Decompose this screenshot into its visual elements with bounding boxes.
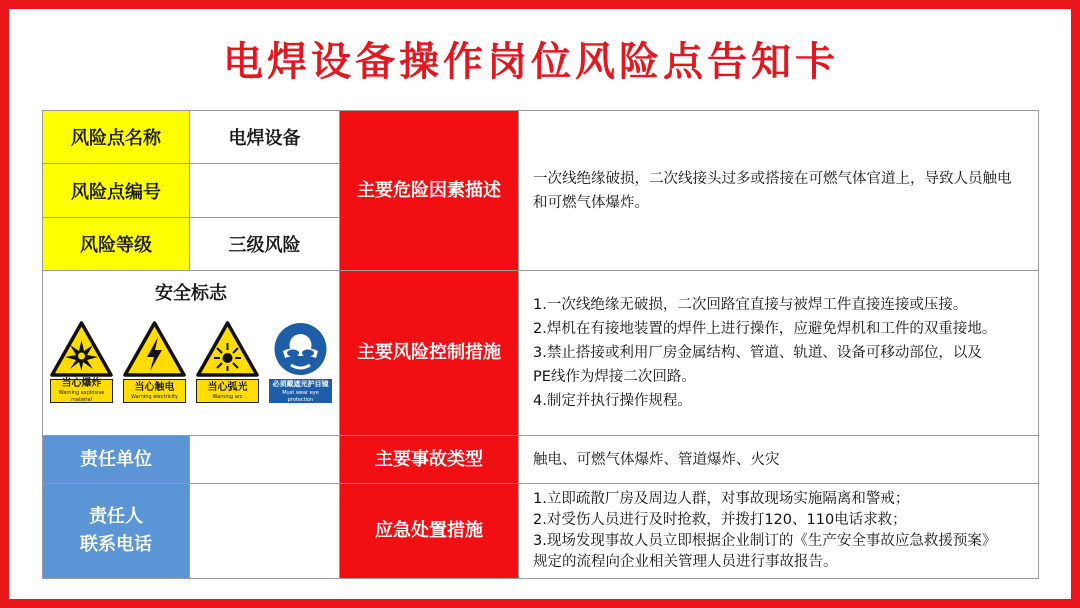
emergency-line-1: 1.立即疏散厂房及周边人群，对事故现场实施隔离和警戒； bbox=[533, 491, 910, 507]
explosion-warning-icon bbox=[50, 321, 113, 377]
responsible-person-label bbox=[42, 483, 190, 579]
responsible-person-label-line1: 责任人 bbox=[89, 506, 143, 527]
safety-signs-title: 安全标志 bbox=[155, 283, 227, 304]
emergency-line-3: 3.现场发现事故人员立即根据企业制订的《生产安全事故应急救援预案》 bbox=[533, 533, 997, 549]
emergency-line-4: 规定的流程向企业相关管理人员进行事故报告。 bbox=[533, 554, 838, 570]
risk-point-code-label: 风险点编号 bbox=[42, 163, 190, 218]
risk-point-code-value bbox=[189, 163, 340, 218]
emergency-text bbox=[518, 483, 1039, 579]
control-line-2: 2.焊机在有接地装置的焊件上进行操作，应避免焊机和工件的双重接地。 bbox=[533, 321, 997, 337]
sign-eye-protection bbox=[269, 321, 332, 403]
electric-shock-warning-icon bbox=[123, 321, 186, 377]
responsible-unit-value bbox=[189, 435, 340, 484]
sign-eye-protection-caption bbox=[269, 379, 332, 403]
sign-explosion-en: Warning explosive material bbox=[58, 390, 105, 403]
control-line-1: 1.一次线绝缘无破损，二次回路宜直接与被焊工件直接连接或压接。 bbox=[533, 297, 968, 313]
accident-label: 主要事故类型 bbox=[339, 435, 519, 484]
card-title: 电焊设备操作岗位风险点告知卡 bbox=[223, 39, 839, 85]
sign-arc-caption bbox=[196, 379, 259, 403]
emergency-line-2: 2.对受伤人员进行及时抢救，并拨打120、110电话求救； bbox=[533, 512, 907, 528]
sign-eye-protection-en: Must wear eye protection bbox=[282, 390, 319, 403]
sign-electricity-caption bbox=[123, 379, 186, 403]
control-line-5: 4.制定并执行操作规程。 bbox=[533, 393, 692, 409]
accident-text-content: 触电、可燃气体爆炸、管道爆炸、火灾 bbox=[533, 451, 780, 468]
control-text bbox=[518, 270, 1039, 436]
sign-explosion bbox=[50, 321, 113, 403]
hazard-text-content: 一次线绝缘破损，二次线接头过多或搭接在可燃气体官道上，导致人员触电和可燃气体爆炸。 bbox=[533, 170, 1012, 211]
risk-level-value: 三级风险 bbox=[189, 217, 340, 271]
accident-text bbox=[518, 435, 1039, 484]
hazard-label: 主要危险因素描述 bbox=[339, 110, 519, 271]
sign-arc bbox=[196, 321, 259, 403]
risk-point-name-label: 风险点名称 bbox=[42, 110, 190, 164]
control-line-4: PE线作为焊接二次回路。 bbox=[533, 369, 696, 385]
sign-electricity-en: Warning electricity bbox=[131, 393, 178, 400]
responsible-person-label-line2: 联系电话 bbox=[80, 534, 152, 555]
control-line-3: 3.禁止搭接或利用厂房金属结构、管道、轨道、设备可移动部位，以及 bbox=[533, 345, 982, 361]
hazard-text bbox=[518, 110, 1039, 271]
sign-arc-cn: 当心弧光 bbox=[207, 381, 248, 393]
safety-signs-panel bbox=[42, 270, 340, 436]
sign-explosion-caption bbox=[50, 379, 113, 403]
sign-electricity bbox=[123, 321, 186, 403]
sign-eye-protection-cn: 必须戴遮光护目镜 bbox=[272, 380, 329, 388]
sign-explosion-cn: 当心爆炸 bbox=[61, 378, 102, 389]
sign-arc-en: Warning arc bbox=[212, 393, 243, 400]
responsible-person-value bbox=[189, 483, 340, 579]
arc-warning-icon bbox=[196, 321, 259, 377]
emergency-label: 应急处置措施 bbox=[339, 483, 519, 579]
responsible-unit-label: 责任单位 bbox=[42, 435, 190, 484]
control-label: 主要风险控制措施 bbox=[339, 270, 519, 436]
risk-level-label: 风险等级 bbox=[42, 217, 190, 271]
eye-protection-mandatory-icon bbox=[269, 321, 332, 377]
safety-signs-row bbox=[50, 321, 332, 403]
sign-electricity-cn: 当心触电 bbox=[134, 381, 175, 393]
risk-point-name-value: 电焊设备 bbox=[189, 110, 340, 164]
